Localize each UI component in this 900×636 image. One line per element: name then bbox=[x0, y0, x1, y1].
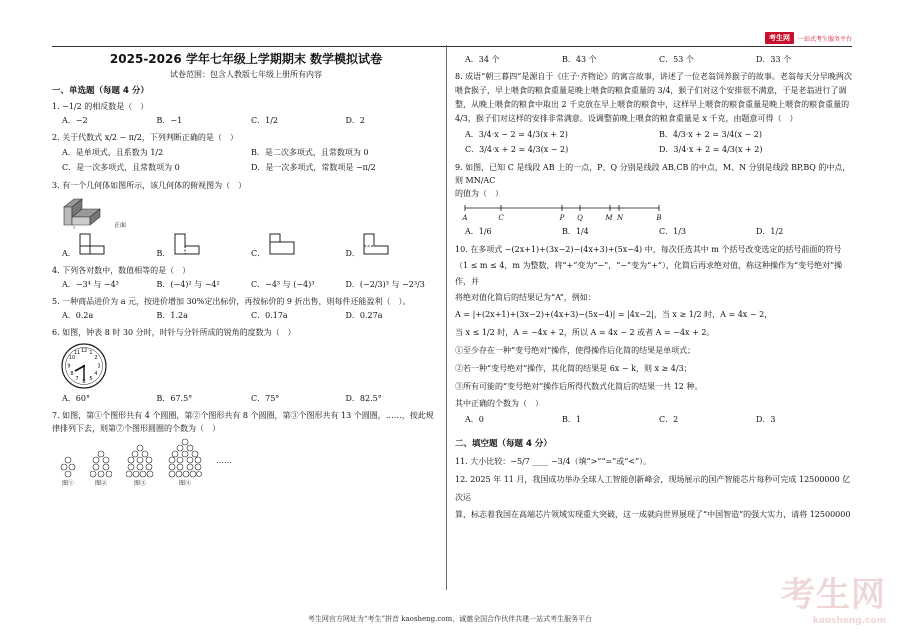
q2-option-d[interactable]: D．是一次多项式，常数项是 −π/2 bbox=[251, 163, 376, 172]
watermark-text: 考生网 bbox=[781, 575, 886, 615]
section-fill-blank: 二、填空题（每题 4 分） bbox=[455, 439, 552, 449]
q3-options bbox=[62, 232, 440, 259]
top-rule bbox=[52, 46, 852, 47]
svg-text:4: 4 bbox=[94, 371, 98, 377]
q9-options bbox=[465, 226, 853, 237]
q3-option-c[interactable] bbox=[251, 232, 346, 259]
q10-option-b[interactable]: B．1 bbox=[562, 415, 581, 424]
brand-logo: 考生网 bbox=[765, 32, 794, 44]
pattern-4-label: 图④ bbox=[178, 480, 191, 487]
pattern-3-label: 图③ bbox=[133, 480, 146, 487]
svg-text:12: 12 bbox=[80, 348, 88, 354]
point-m-label: M bbox=[605, 214, 613, 222]
question-10-line-2: （1 ≤ m ≤ 4，m 为整数，将“+”变为“−”，“−”变为“+”），化简后再求绝对值，称这种操作为“变号绝对”操作，并 bbox=[455, 261, 843, 286]
q4-options bbox=[62, 279, 440, 290]
q5-option-a[interactable]: A．0.2a bbox=[62, 311, 94, 320]
q8-option-b[interactable]: B．4/3·x + 2 = 3/4(x − 2) bbox=[659, 130, 762, 139]
view-b-icon bbox=[173, 232, 201, 256]
q5-option-c[interactable]: C．0.17a bbox=[251, 311, 288, 320]
q9-option-c[interactable]: C．1/3 bbox=[659, 227, 686, 236]
pattern-2 bbox=[90, 450, 112, 487]
pattern-2-image bbox=[90, 450, 112, 478]
svg-text:7: 7 bbox=[75, 376, 79, 382]
q3-option-d-label: D． bbox=[345, 249, 360, 258]
pattern-4-image bbox=[168, 438, 202, 478]
question-12-line-1: 12. 2025 年 11 月，我国成功举办全球人工智能创新峰会，现场展示的国产智能芯片每秒可完成 12500000 亿次运 bbox=[455, 475, 851, 502]
q10-option-a[interactable]: A．0 bbox=[465, 415, 484, 424]
svg-text:11: 11 bbox=[73, 350, 81, 356]
question-10-ask: 其中正确的个数为（ ） bbox=[455, 399, 543, 408]
q5-options bbox=[62, 310, 440, 321]
question-2: 2. 关于代数式 x/2 − π/2，下列判断正确的是（ ） bbox=[52, 133, 238, 142]
left-column bbox=[52, 50, 440, 590]
pattern-1-image bbox=[60, 456, 76, 478]
q9-option-a[interactable]: A．1/6 bbox=[465, 227, 492, 236]
q5-option-d[interactable]: D．0.27a bbox=[345, 311, 383, 320]
q1-option-c[interactable]: C．1/2 bbox=[251, 116, 278, 125]
watermark-url: kaosheng.com bbox=[812, 616, 886, 626]
svg-text:8: 8 bbox=[70, 371, 74, 377]
q3-option-a-label: A． bbox=[62, 249, 76, 258]
q3-option-a[interactable] bbox=[62, 232, 157, 259]
question-10-example-2: 当 x ≤ 1/2 时，A = −4x + 2，所以 A = 4x − 2 或者 A = −4x + 2。 bbox=[455, 328, 715, 337]
q4-option-c[interactable]: C．−4³ 与 (−4)³ bbox=[251, 280, 315, 289]
question-10-line-1: 10. 在多项式 −(2x+1)+(3x−2)−(4x+3)+(5x−4) 中，每次任选其中 m 个括号改变选定的括号前面的符号 bbox=[455, 245, 842, 254]
q7-option-a[interactable]: A．34 个 bbox=[465, 55, 500, 64]
svg-text:1: 1 bbox=[89, 350, 93, 356]
q7-circle-patterns bbox=[60, 438, 440, 487]
q10-options bbox=[465, 414, 853, 425]
q6-clock-figure bbox=[60, 342, 440, 390]
question-6: 6. 如图，钟表 8 时 30 分时，时针与分针所成的锐角的度数为（ ） bbox=[52, 328, 296, 337]
point-c-label: C bbox=[498, 214, 504, 222]
q4-option-a[interactable]: A．−3⁴ 与 −4³ bbox=[62, 280, 119, 289]
q9-option-d[interactable]: D．1/2 bbox=[756, 227, 784, 236]
pattern-2-label: 图② bbox=[94, 480, 107, 487]
pattern-1 bbox=[60, 456, 76, 487]
section-single-choice: 一、单选题（每题 4 分） bbox=[52, 86, 149, 96]
front-label: 正面 bbox=[114, 222, 127, 229]
q1-option-a[interactable]: A．−2 bbox=[62, 116, 88, 125]
solid-figure-image bbox=[60, 195, 104, 229]
q6-option-d[interactable]: D．82.5° bbox=[345, 394, 382, 403]
svg-text:9: 9 bbox=[67, 363, 71, 370]
q3-solid-figure bbox=[60, 195, 440, 229]
q6-option-b[interactable]: B．67.5° bbox=[156, 394, 193, 403]
q6-option-c[interactable]: C．75° bbox=[251, 394, 280, 403]
question-3: 3. 有一个几何体如图所示，该几何体的俯视图为（ ） bbox=[52, 181, 247, 190]
right-column bbox=[455, 50, 853, 590]
q1-options bbox=[62, 115, 440, 126]
pattern-1-label: 图① bbox=[61, 480, 74, 487]
q8-option-d[interactable]: D．3/4·x + 2 = 4/3(x + 2) bbox=[659, 145, 763, 154]
view-a-icon bbox=[78, 232, 106, 256]
question-9-cont: 的值为（ ） bbox=[455, 189, 503, 198]
column-divider bbox=[446, 45, 447, 590]
page-title: 2025-2026 学年七年级上学期期末 数学模拟试卷 bbox=[109, 52, 383, 66]
svg-text:6: 6 bbox=[82, 379, 86, 385]
question-10-statement-2: ②若一种“变号绝对”操作，其化简的结果是 6x − k，则 x ≥ 4/3； bbox=[455, 364, 692, 373]
pattern-4 bbox=[168, 438, 202, 487]
q4-option-b[interactable]: B．(−4)² 与 −4² bbox=[156, 280, 220, 289]
brand-tagline: 一站式考生服务平台 bbox=[797, 35, 852, 43]
pattern-3-image bbox=[126, 444, 154, 478]
q7-option-c[interactable]: C．53 个 bbox=[659, 55, 694, 64]
question-10-statement-1: ①至少存在一种“变号绝对”操作，使得操作后化简的结果是单项式； bbox=[455, 346, 696, 355]
svg-text:2: 2 bbox=[94, 355, 98, 361]
view-d-icon bbox=[362, 232, 390, 256]
question-11: 11. 大小比较：−5/7 ____ −3/4（填“>”“=”或“<”）。 bbox=[455, 457, 652, 466]
q9-option-b[interactable]: B．1/4 bbox=[562, 227, 589, 236]
q5-option-b[interactable]: B．1.2a bbox=[156, 311, 188, 320]
question-8: 8. 成语“朝三暮四”是源自于《庄子·齐物论》的寓言故事，讲述了一位老翁饲养猴子的故事。老翁每天分早晚两次喂食猴子，早上喂食的粮食重量是晚上喂食的粮食重量的 3/4，猴子们对这个安排很不满意，于是老翁进行了调整，从晚上喂食的粮食中取出 2 千克放在早上喂食的粮食中，这样早上喂食的粮食重量是晚上喂食的粮食重量的 4/3，猴子们对这样的安排非常满意。设调整前晚上喂食的粮食重量是 x 千克，由题意可得（ ） bbox=[455, 72, 852, 123]
q8-option-c[interactable]: C．3/4·x + 2 = 4/3(x − 2) bbox=[465, 145, 569, 154]
q2-option-c[interactable]: C．是一次多项式，且常数项为 0 bbox=[62, 163, 180, 172]
q9-segment-figure bbox=[459, 202, 853, 224]
q6-options bbox=[62, 393, 440, 404]
brand bbox=[765, 32, 852, 44]
clock-icon bbox=[60, 342, 108, 390]
q1-option-d[interactable]: D．2 bbox=[345, 116, 366, 125]
q1-option-b[interactable]: B．−1 bbox=[156, 116, 183, 125]
svg-text:10: 10 bbox=[68, 355, 76, 361]
q6-option-a[interactable]: A．60° bbox=[62, 394, 90, 403]
svg-text:5: 5 bbox=[89, 376, 93, 382]
q3-option-b-label: B． bbox=[156, 249, 171, 258]
pattern-ellipsis: …… bbox=[216, 456, 232, 465]
question-7: 7. 如图，第①个图形共有 4 个圆圈，第②个图形共有 8 个圆圈，第③个图形共有 13 个圆圈，……，按此规律排列下去，则第⑦个图形圆圈的个数为（ ） bbox=[52, 411, 434, 433]
view-c-icon bbox=[268, 232, 296, 256]
q4-option-d[interactable]: D．(−2/3)³ 与 −2³/3 bbox=[345, 280, 425, 289]
point-p-label: P bbox=[559, 214, 565, 222]
exam-scope: 试卷范围：包含人教版七年级上册所有内容 bbox=[170, 70, 322, 79]
q10-option-c[interactable]: C．2 bbox=[659, 415, 679, 424]
question-5: 5. 一种商品进价为 a 元，按进价增加 30%定出标价，再按标价的 9 折出售，则每件还能盈利（ ）。 bbox=[52, 297, 411, 306]
q2-options bbox=[62, 147, 440, 173]
question-4: 4. 下列各对数中，数值相等的是（ ） bbox=[52, 266, 191, 275]
svg-text:3: 3 bbox=[97, 363, 101, 370]
segment-diagram bbox=[459, 202, 669, 222]
point-b-label: B bbox=[656, 214, 662, 222]
q3-option-c-label: C． bbox=[251, 249, 266, 258]
q3-option-d[interactable] bbox=[346, 232, 441, 259]
question-10-statement-3: ③所有可能的“变号绝对”操作后所得代数式化简后的结果一共 12 种。 bbox=[455, 382, 703, 391]
point-q-label: Q bbox=[577, 214, 583, 222]
q7-option-d[interactable]: D．33 个 bbox=[756, 55, 792, 64]
q3-option-b[interactable] bbox=[157, 232, 252, 259]
q10-option-d[interactable]: D．3 bbox=[756, 415, 776, 424]
q7-options bbox=[465, 54, 853, 65]
question-10-line-3: 将绝对值化简后的结果记为“A”，例如： bbox=[455, 293, 596, 302]
point-n-label: N bbox=[616, 214, 624, 222]
q7-option-b[interactable]: B．43 个 bbox=[562, 55, 597, 64]
question-12-line-2: 算，标志着我国在高端芯片领域实现重大突破，这一成就向世界展现了“中国智造”的强大实力，请将 12500000 bbox=[455, 510, 851, 519]
question-10-example-1: A = |+(2x+1)+(3x−2)+(4x+3)−(5x−4)| = |4x−2|，当 x ≥ 1/2 时，A = 4x − 2， bbox=[455, 310, 773, 319]
pattern-3 bbox=[126, 444, 154, 487]
point-a-label: A bbox=[462, 214, 468, 222]
q8-option-a[interactable]: A．3/4·x − 2 = 4/3(x + 2) bbox=[465, 130, 568, 139]
question-9: 9. 如图，已知 C 是线段 AB 上的一点，P、Q 分别是线段 AB,CB 的中点，M、N 分别是线段 BP,BQ 的中点，则 MN/AC bbox=[455, 163, 851, 185]
q2-option-b[interactable]: B．是二次多项式，且常数项为 0 bbox=[251, 148, 369, 157]
q2-option-a[interactable]: A．是单项式，且系数为 1/2 bbox=[62, 148, 164, 157]
question-1: 1. −1/2 的相反数是（ ） bbox=[52, 102, 149, 111]
q8-options bbox=[465, 129, 853, 155]
page-footer: 考生网官方网址为“考生”拼音 kaosheng.com，诚邀全国合作伙伴共建一站式考生服务平台 bbox=[307, 615, 593, 623]
